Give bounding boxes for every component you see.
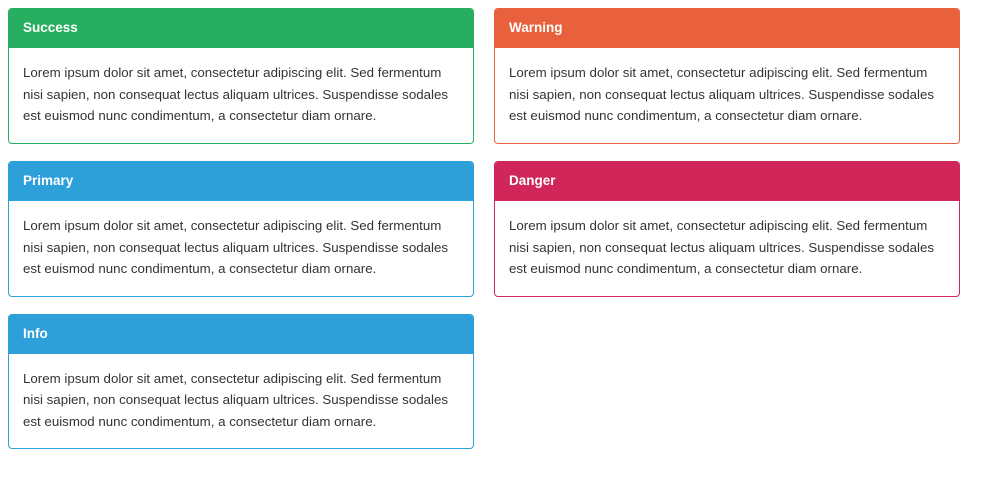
panel-primary-title: Primary [23,172,74,188]
panels-columns [8,8,1000,449]
panel-info-heading [9,315,473,354]
panel-danger-title: Danger [509,172,556,188]
panel-warning [494,8,960,144]
panel-success-title: Success [23,20,78,35]
panel-info-title: Info [23,325,48,341]
panel-info [8,314,474,450]
panel-warning-heading [495,9,959,48]
panel-danger-body: Lorem ipsum dolor sit amet, consectetur adipiscing elit. Sed fermentum nisi sapien, non consequat lectus aliquam ultrices. Suspendisse sodales est euismod nunc condimentum, a consectetur diam ornare. [509,217,935,277]
panel-primary-body: Lorem ipsum dolor sit amet, consectetur adipiscing elit. Sed fermentum nisi sapien, non consequat lectus aliquam ultrices. Suspendisse sodales est euismod nunc condimentum, a consectetur diam ornare. [23,217,449,277]
panel-info-body: Lorem ipsum dolor sit amet, consectetur adipiscing elit. Sed fermentum nisi sapien, non consequat lectus aliquam ultrices. Suspendisse sodales est euismod nunc condimentum, a consectetur diam ornare. [23,370,449,429]
panel-success [8,8,474,144]
panels-column-right [494,8,960,449]
panel-primary [8,161,474,297]
panel-success-body: Lorem ipsum dolor sit amet, consectetur adipiscing elit. Sed fermentum nisi sapien, non consequat lectus aliquam ultrices. Suspendisse sodales est euismod nunc condimentum, a consectetur diam ornare. [23,65,449,124]
panel-danger [494,161,960,297]
panel-danger-heading [495,162,959,201]
panel-warning-title: Warning [509,20,563,35]
panels-column-left [8,8,474,449]
panel-primary-heading [9,162,473,201]
panel-success-heading [9,9,473,48]
panel-warning-body: Lorem ipsum dolor sit amet, consectetur adipiscing elit. Sed fermentum nisi sapien, non consequat lectus aliquam ultrices. Suspendisse sodales est euismod nunc condimentum, a consectetur diam ornare. [509,65,935,124]
